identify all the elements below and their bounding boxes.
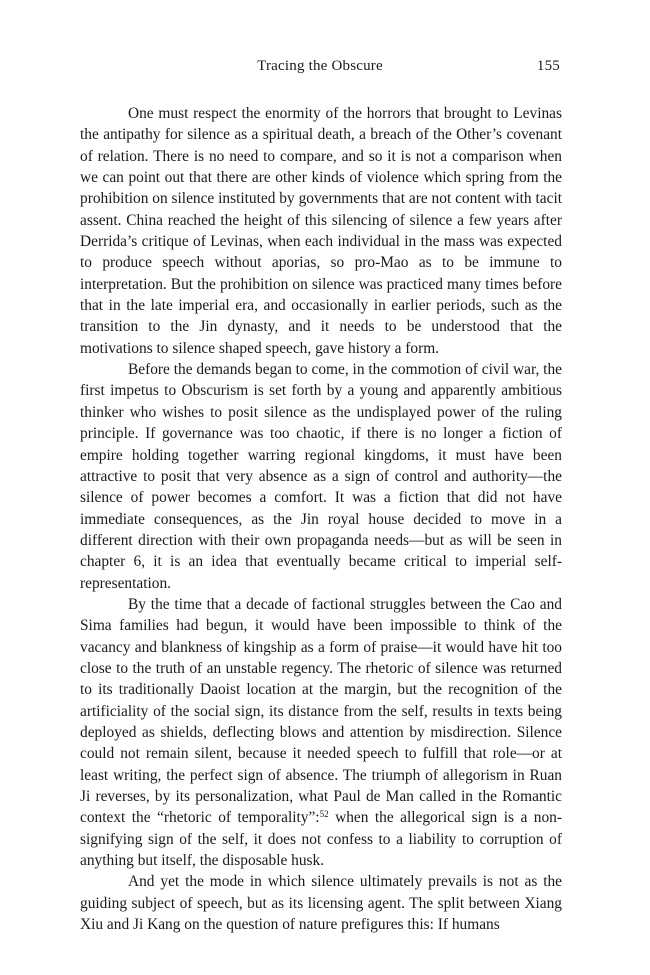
body-text [80, 103, 562, 935]
paragraph-1: One must respect the enormity of the horrors that brought to Levinas the antipathy for silence as a spiritual death, a breach of the Other’s covenant of relation. There is no need to compare, and so it is not a comparison when we can point out that there are other kinds of violence which spring from the prohibition on silence instituted by governments that are not content with tacit assent. China reached the height of this silencing of silence a few years after Derrida’s critique of Levinas, when each individual in the mass was expected to produce speech without aporias, so pro-Mao as to be immune to interpretation. But the prohibition on silence was practiced many times before that in the late imperial era, and occasionally in earlier periods, such as the transition to the Jin dynasty, and it needs to be understood that the motivations to silence shaped speech, gave history a form. [80, 105, 562, 357]
page-number: 155 [536, 58, 560, 74]
running-title: Tracing the Obscure [257, 58, 383, 74]
endnote-reference-52: 52 [319, 809, 329, 820]
running-head [80, 58, 560, 80]
paragraph-2: Before the demands began to come, in the commotion of civil war, the first impetus to Obscurism is set forth by a young and apparently ambitious thinker who wishes to posit silence as the undisplayed power of the ruling principle. If governance was too chaotic, if there is no longer a fiction of empire holding together warring regional kingdoms, it must have been attractive to posit that very absence as a sign of control and authority—the silence of power becomes a comfort. It was a fiction that did not have immediate consequences, as the Jin royal house decided to move in a different direction with their own propaganda needs—but as will be seen in chapter 6, it is an idea that eventually became critical to imperial self-representation. [80, 361, 562, 592]
paragraph-4: And yet the mode in which silence ultimately prevails is not as the guiding subject of speech, but as its licensing agent. The split between Xiang Xiu and Ji Kang on the question of nature prefigures this: If humans [80, 873, 562, 934]
paragraph-3-text-after-note: when the allegorical sign is a non-signifying sign of the self, it does not confess to a liability to corruption of anything but itself, the disposable husk. [80, 809, 562, 870]
paragraph-3-text-before-note: By the time that a decade of factional struggles between the Cao and Sima families had begun, it would have been impossible to think of the vacancy and blankness of kingship as a form of praise—it would have hit too close to the truth of an unstable regency. The rhetoric of silence was returned to its traditionally Daoist location at the margin, but the recognition of the artificiality of the social sign, its distance from the self, results in texts being deployed as shields, deflecting blows and attention by misdirection. Silence could not remain silent, because it needed speech to fulfill that role—or at least writing, the perfect sign of absence. The triumph of allegorism in Ruan Ji reverses, by its personalization, what Paul de Man called in the Romantic context the “rhetoric of temporality”: [80, 595, 562, 827]
paragraph-3 [80, 594, 562, 871]
